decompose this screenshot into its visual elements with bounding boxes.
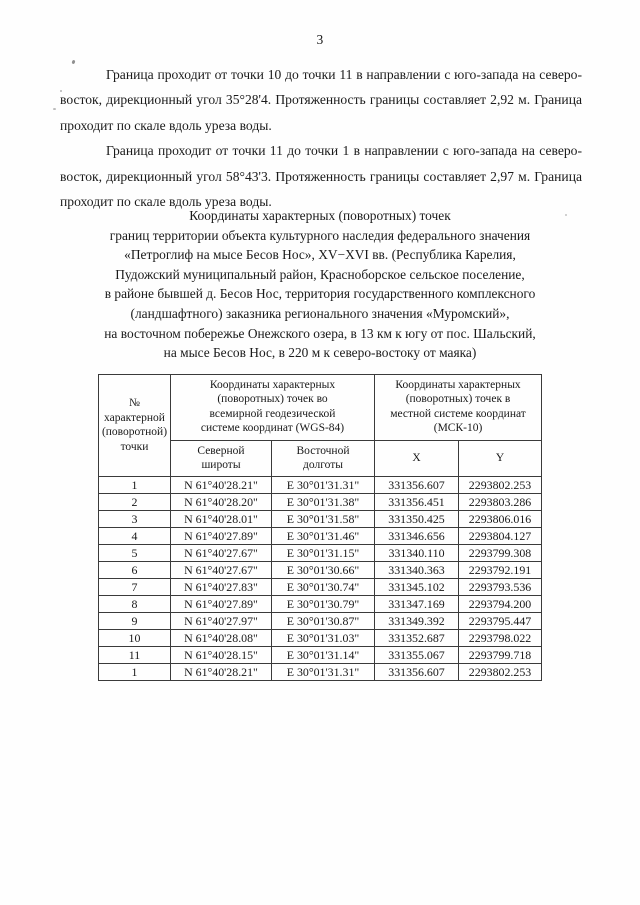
cell-latitude: N 61°40'28.21": [171, 664, 272, 681]
title-line-2: границ территории объекта культурного наследия федерального значения: [109, 227, 531, 243]
table-row: [99, 613, 542, 630]
title-line-7: на восточном побережье Онежского озера, в 13 км к югу от пос. Шальский,: [104, 325, 536, 341]
header-point-number-line-1: №: [129, 397, 140, 410]
cell-point-number: 4: [99, 528, 171, 545]
header-group-msk10: [375, 375, 542, 441]
header-group-msk10-line-2: (поворотных) точек в: [405, 393, 511, 406]
body-text: [60, 62, 582, 214]
cell-point-number: 11: [99, 647, 171, 664]
header-point-number-line-2: характерной: [104, 411, 165, 424]
cell-point-number: 6: [99, 562, 171, 579]
coordinates-table-wrapper: [98, 374, 541, 681]
coordinates-title-block: [40, 206, 600, 363]
cell-x: 331350.425: [375, 511, 459, 528]
header-longitude-line-2: долготы: [303, 459, 343, 472]
table-row: [99, 511, 542, 528]
cell-y: 2293799.718: [459, 647, 542, 664]
paragraph-point-10-to-11: Граница проходит от точки 10 до точки 11 в направлении с юго-запада на северо-восток, дирекционный угол 35°28'4. Протяженность границы составляет 2,92 м. Граница проходит по скале вдоль уреза воды.: [60, 67, 582, 133]
cell-x: 331356.607: [375, 664, 459, 681]
table-header-row-groups: [99, 375, 542, 441]
title-line-3: «Петроглиф на мысе Бесов Нос», XV−XVI вв. (Республика Карелия,: [124, 247, 516, 263]
table-row: [99, 596, 542, 613]
header-latitude: [171, 440, 272, 477]
cell-x: 331352.687: [375, 630, 459, 647]
header-group-wgs84: [171, 375, 375, 441]
cell-latitude: N 61°40'28.01": [171, 511, 272, 528]
paragraph-point-11-to-1: Граница проходит от точки 11 до точки 1 в направлении с юго-запада на северо-восток, дирекционный угол 58°43'3. Протяженность границы составляет 2,97 м. Граница проходит по скале вдоль уреза воды.: [60, 143, 582, 210]
table-row: [99, 545, 542, 562]
cell-longitude: E 30°01'31.38": [272, 494, 375, 511]
cell-longitude: E 30°01'31.46": [272, 528, 375, 545]
cell-y: 2293798.022: [459, 630, 542, 647]
cell-latitude: N 61°40'27.89": [171, 596, 272, 613]
cell-x: 331340.110: [375, 545, 459, 562]
cell-latitude: N 61°40'27.83": [171, 579, 272, 596]
page-number: 3: [316, 32, 324, 47]
cell-x: 331356.607: [375, 477, 459, 494]
table-row: [99, 664, 542, 681]
cell-y: 2293793.536: [459, 579, 542, 596]
cell-longitude: E 30°01'30.79": [272, 596, 375, 613]
header-latitude-line-2: широты: [201, 459, 241, 472]
table-header: [99, 375, 542, 477]
cell-x: 331355.067: [375, 647, 459, 664]
cell-longitude: E 30°01'30.87": [272, 613, 375, 630]
cell-x: 331347.169: [375, 596, 459, 613]
table-row: [99, 562, 542, 579]
cell-point-number: 9: [99, 613, 171, 630]
title-line-1: Координаты характерных (поворотных) точек: [189, 208, 451, 223]
cell-point-number: 7: [99, 579, 171, 596]
cell-point-number: 10: [99, 630, 171, 647]
cell-longitude: E 30°01'31.14": [272, 647, 375, 664]
header-group-wgs84-line-4: системе координат (WGS-84): [200, 422, 345, 435]
table-row: [99, 528, 542, 545]
cell-x: 331340.363: [375, 562, 459, 579]
header-y: Y: [459, 440, 542, 477]
cell-latitude: N 61°40'28.08": [171, 630, 272, 647]
cell-point-number: 1: [99, 664, 171, 681]
cell-longitude: E 30°01'31.31": [272, 477, 375, 494]
header-x: X: [375, 440, 459, 477]
cell-x: 331349.392: [375, 613, 459, 630]
cell-y: 2293794.200: [459, 596, 542, 613]
cell-y: 2293806.016: [459, 511, 542, 528]
cell-longitude: E 30°01'31.03": [272, 630, 375, 647]
header-group-wgs84-line-1: Координаты характерных: [209, 379, 336, 391]
cell-x: 331356.451: [375, 494, 459, 511]
cell-longitude: E 30°01'31.58": [272, 511, 375, 528]
header-latitude-line-1: Северной: [197, 444, 245, 457]
cell-y: 2293792.191: [459, 562, 542, 579]
cell-point-number: 1: [99, 477, 171, 494]
cell-latitude: N 61°40'27.67": [171, 562, 272, 579]
cell-point-number: 5: [99, 545, 171, 562]
cell-longitude: E 30°01'30.66": [272, 562, 375, 579]
cell-latitude: N 61°40'27.89": [171, 528, 272, 545]
cell-point-number: 2: [99, 494, 171, 511]
header-group-msk10-line-1: Координаты характерных: [395, 379, 521, 391]
header-point-number-line-3: (поворотной): [101, 426, 168, 439]
table-row: [99, 647, 542, 664]
cell-latitude: N 61°40'28.21": [171, 477, 272, 494]
header-point-number-line-4: точки: [120, 440, 149, 453]
cell-longitude: E 30°01'30.74": [272, 579, 375, 596]
cell-longitude: E 30°01'31.15": [272, 545, 375, 562]
cell-point-number: 3: [99, 511, 171, 528]
cell-y: 2293803.286: [459, 494, 542, 511]
cell-latitude: N 61°40'28.20": [171, 494, 272, 511]
header-longitude: [272, 440, 375, 477]
cell-x: 331346.656: [375, 528, 459, 545]
table-row: [99, 579, 542, 596]
header-group-msk10-line-3: местной системе координат: [390, 407, 526, 420]
cell-y: 2293802.253: [459, 664, 542, 681]
cell-y: 2293802.253: [459, 477, 542, 494]
cell-latitude: N 61°40'27.67": [171, 545, 272, 562]
table-row: [99, 494, 542, 511]
header-longitude-line-1: Восточной: [296, 444, 350, 457]
coordinates-table: [98, 374, 542, 681]
title-line-8: на мысе Бесов Нос, в 220 м к северо-востоку от маяка): [163, 345, 477, 361]
cell-point-number: 8: [99, 596, 171, 613]
cell-x: 331345.102: [375, 579, 459, 596]
cell-latitude: N 61°40'27.97": [171, 613, 272, 630]
header-group-wgs84-line-2: (поворотных) точек во: [217, 393, 328, 406]
cell-y: 2293804.127: [459, 528, 542, 545]
header-group-msk10-line-4: (МСК-10): [433, 422, 483, 435]
title-line-6: (ландшафтного) заказника регионального значения «Муромский»,: [130, 305, 510, 321]
table-body: [99, 477, 542, 681]
header-point-number: [99, 375, 171, 477]
scan-speck-icon: [53, 108, 56, 110]
header-group-wgs84-line-3: всемирной геодезической: [209, 407, 336, 420]
cell-y: 2293799.308: [459, 545, 542, 562]
cell-y: 2293795.447: [459, 613, 542, 630]
table-row: [99, 630, 542, 647]
cell-latitude: N 61°40'28.15": [171, 647, 272, 664]
table-row: [99, 477, 542, 494]
title-line-5: в районе бывшей д. Бесов Нос, территория государственного комплексного: [104, 286, 536, 302]
cell-longitude: E 30°01'31.31": [272, 664, 375, 681]
title-line-4: Пудожский муниципальный район, Красноборское сельское поселение,: [115, 266, 525, 282]
